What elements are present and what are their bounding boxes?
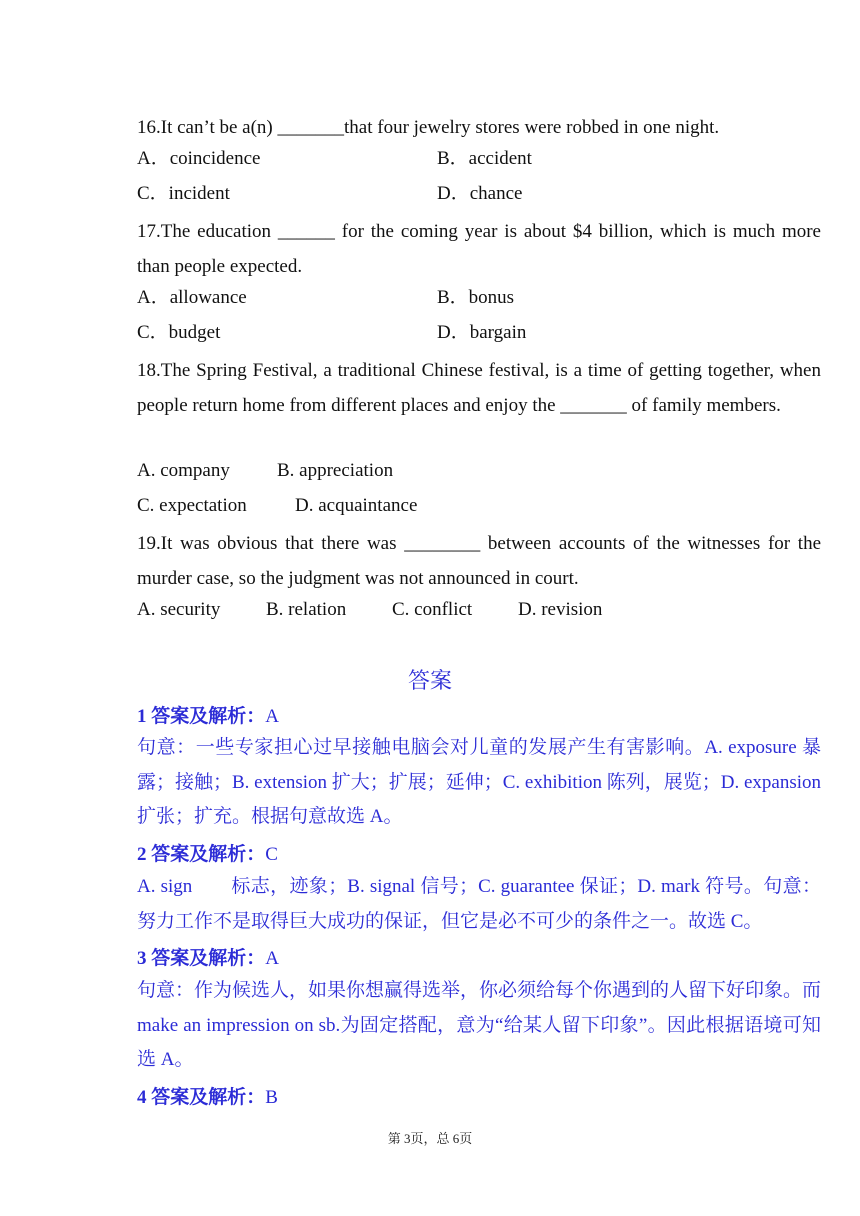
question-16-stem: 16.It can’t be a(n) _______that four jewelry stores were robbed in one night.	[137, 117, 720, 138]
q19-option-d: D. revision	[518, 599, 603, 620]
q17-option-a: A．allowance	[137, 287, 247, 308]
q19-option-c: C. conflict	[392, 599, 473, 620]
q18-option-c: C. expectation	[137, 495, 247, 516]
q18-option-b: B. appreciation	[277, 460, 394, 481]
answer-3-explanation: 句意：作为候选人，如果你想赢得选举，你必须给每个你遇到的人留下好印象。而 make an impression on sb.为固定搭配，意为“给某人留下印象”。因此根据语境可知选 A。	[137, 980, 822, 1070]
question-18-stem: 18.The Spring Festival, a traditional Chinese festival, is a time of getting together, when people return home from different places and enjoy the _______ of family members.	[137, 360, 821, 416]
answer-1-heading	[137, 705, 279, 729]
answer-3-value: A	[265, 948, 279, 969]
answer-1-explanation: 句意：一些专家担心过早接触电脑会对儿童的发展产生有害影响。A. exposure 暴露；接触；B. extension 扩大；扩展；延伸；C. exhibition 陈列，展览；D. expansion 扩张；扩充。根据句意故选 A。	[137, 737, 821, 827]
q16-option-c: C．incident	[137, 183, 230, 204]
q17-option-b: B．bonus	[437, 287, 515, 308]
q18-option-d: D. acquaintance	[295, 495, 418, 516]
q17-option-c: C．budget	[137, 322, 221, 343]
question-19-stem: 19.It was obvious that there was ________ between accounts of the witnesses for the murder case, so the judgment was not announced in court.	[137, 533, 821, 589]
question-17-stem: 17.The education ______ for the coming year is about $4 billion, which is much more than people expected.	[137, 221, 821, 277]
answer-3-heading	[137, 947, 279, 971]
q16-option-b: B．accident	[437, 148, 532, 169]
answer-1-value: A	[265, 706, 279, 727]
answers-title: 答案	[407, 668, 452, 693]
answer-4-value: B	[265, 1087, 278, 1108]
q16-option-a: A．coincidence	[137, 148, 261, 169]
q17-option-d: D．bargain	[437, 322, 527, 343]
q19-option-a: A. security	[137, 599, 221, 620]
q19-option-b: B. relation	[266, 599, 347, 620]
answer-4-heading	[137, 1086, 278, 1110]
q18-option-a: A. company	[137, 460, 230, 481]
answer-2-value: C	[265, 844, 278, 865]
answer-1-label: 1 答案及解析：	[137, 706, 266, 727]
answer-2-heading	[137, 843, 278, 867]
answer-2-label: 2 答案及解析：	[137, 844, 266, 865]
answer-4-label: 4 答案及解析：	[137, 1087, 266, 1108]
q16-option-d: D．chance	[437, 183, 523, 204]
page-footer: 第 3页，总 6页	[387, 1131, 473, 1146]
answer-2-explanation: A. sign 标志，迹象；B. signal 信号；C. guarantee 保证；D. mark 符号。句意：努力工作不是取得巨大成功的保证，但它是必不可少的条件之一。故选 C。	[137, 876, 821, 932]
answer-3-label: 3 答案及解析：	[137, 948, 266, 969]
